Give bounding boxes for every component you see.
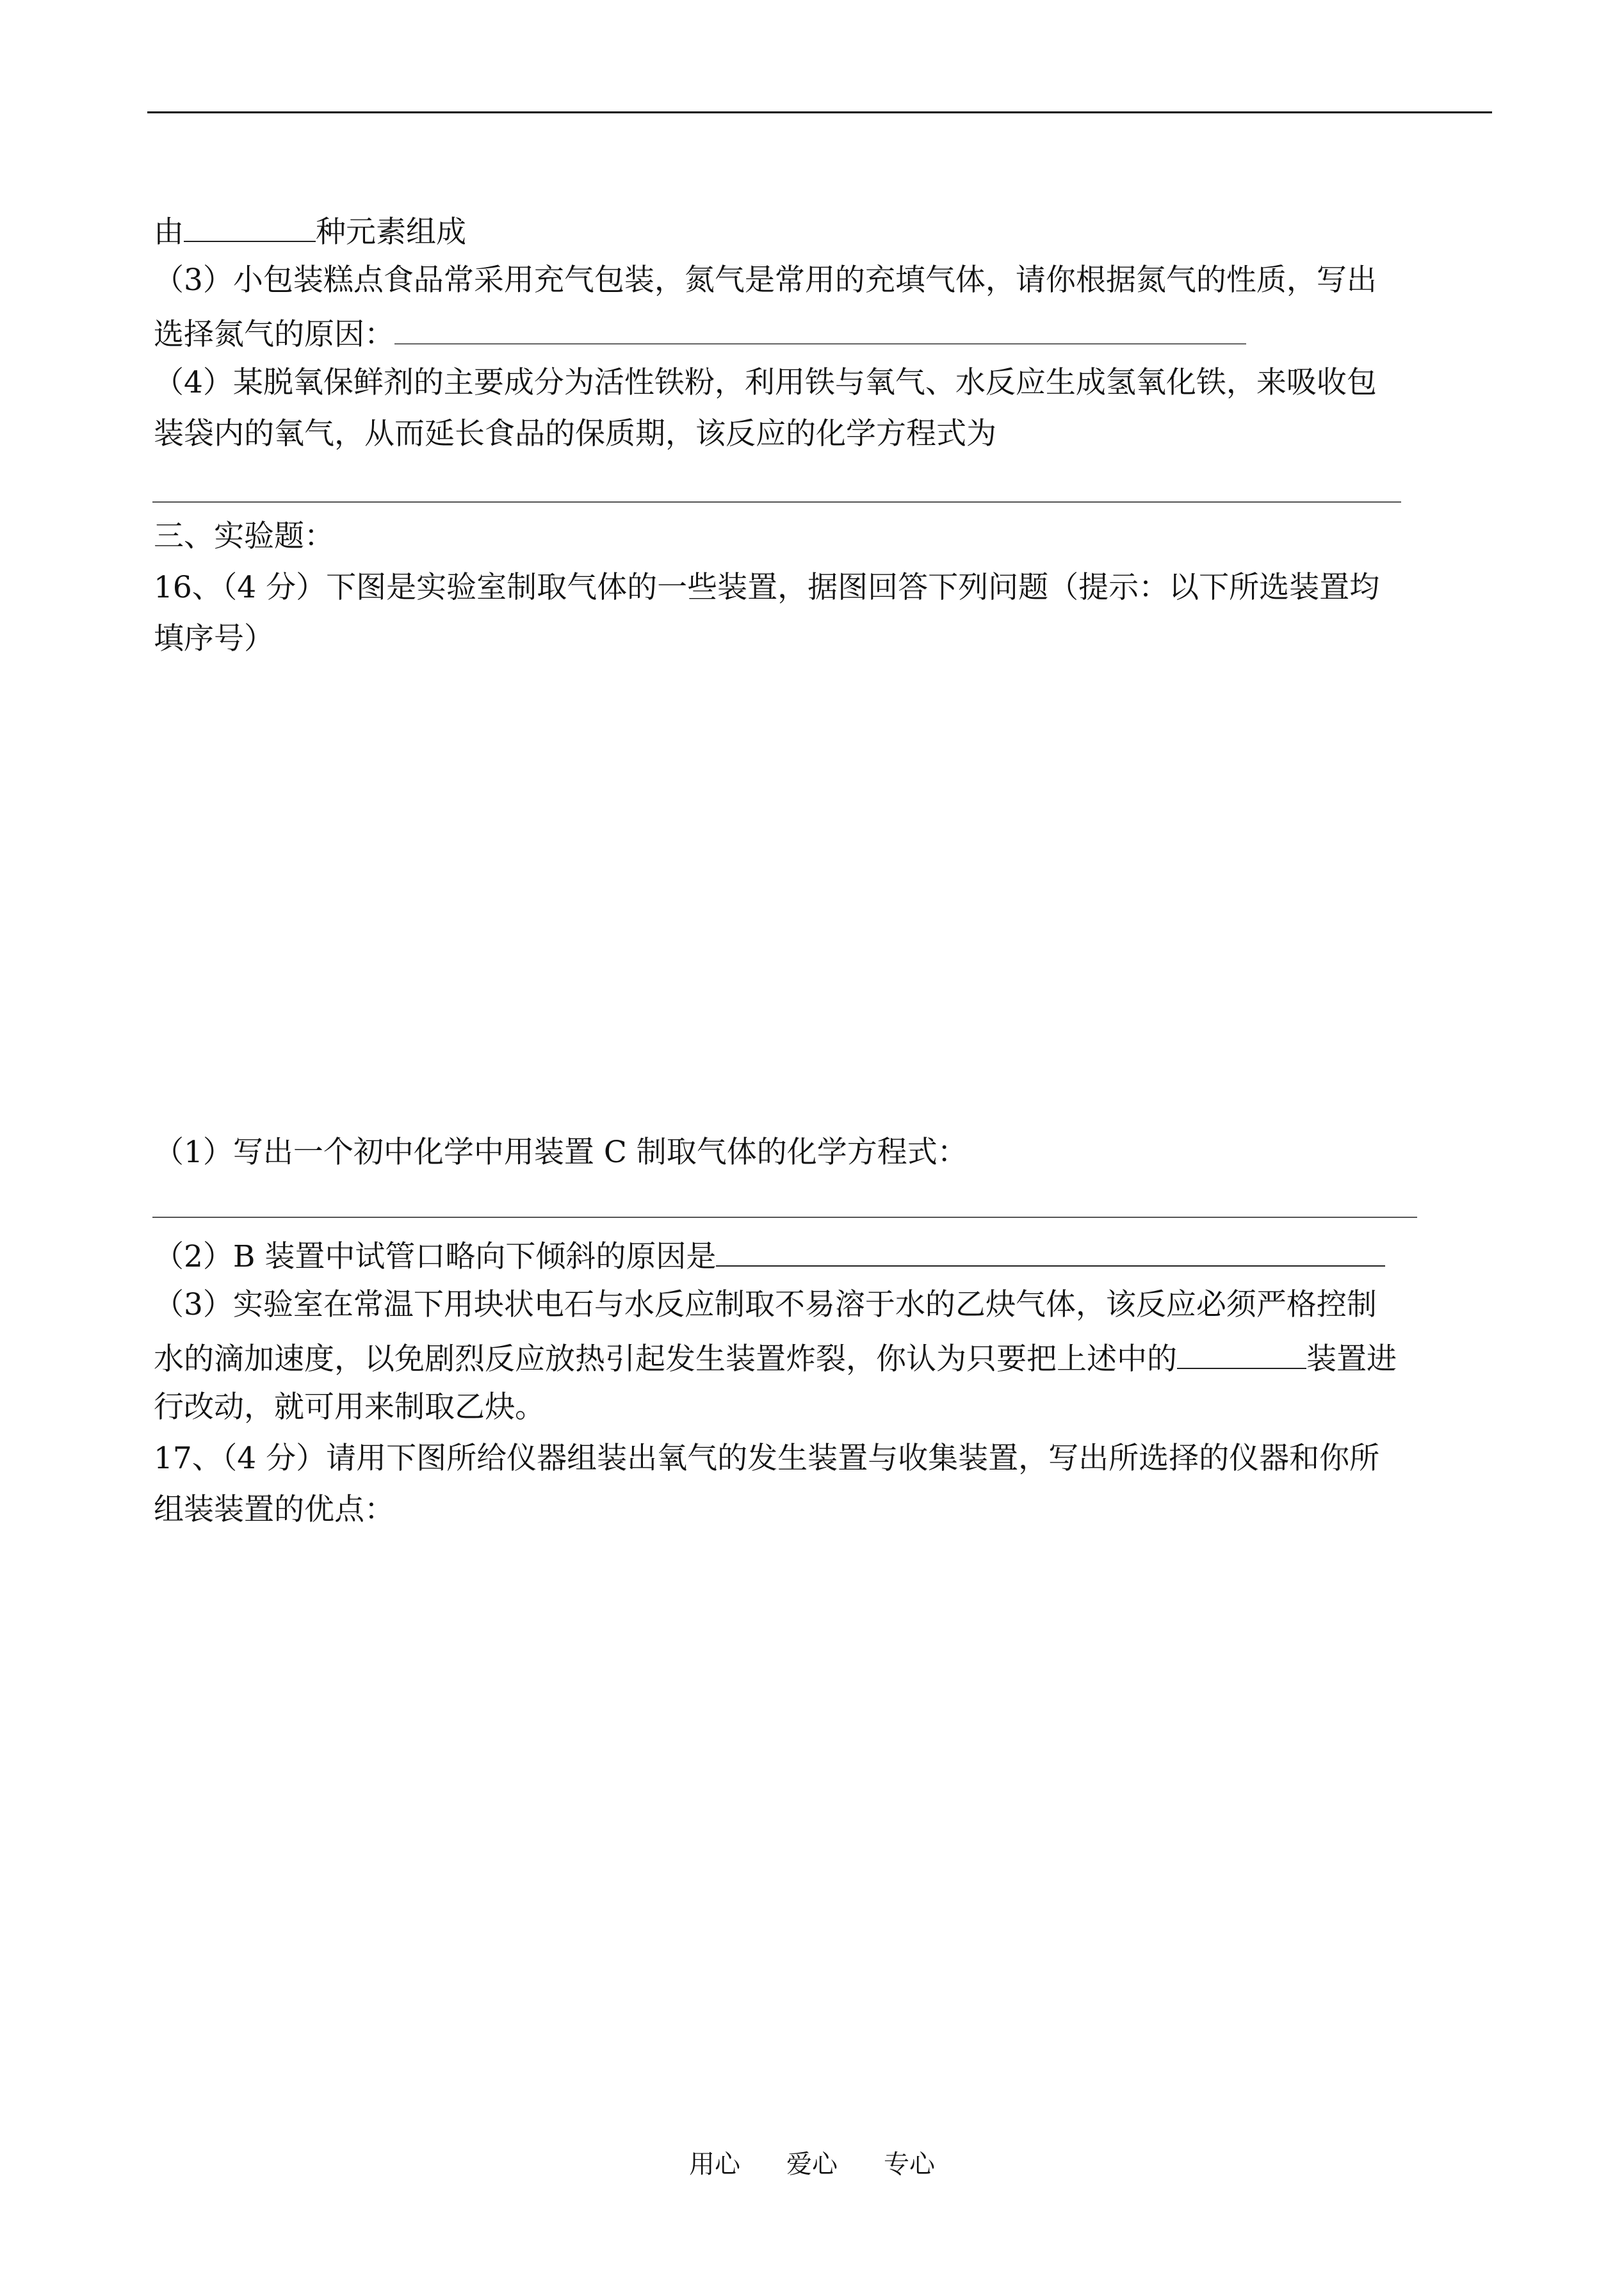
question-4-line-2: 装袋内的氧气，从而延长食品的保质期，该反应的化学方程式为 — [154, 416, 996, 451]
footer-motto-1: 用心 — [689, 2150, 740, 2179]
question-16-part-2 — [154, 1235, 1385, 1276]
question-3-line-1: （3）小包装糕点食品常采用充气包装，氮气是常用的充填气体，请你根据氮气的性质，写出 — [154, 263, 1377, 298]
fill-blank[interactable] — [184, 210, 316, 242]
question-16-part-3-line-3: 行改动，就可用来制取乙炔。 — [154, 1390, 545, 1425]
question-16-part-3-line-1: （3）实验室在常温下用块状电石与水反应制取不易溶于水的乙炔气体，该反应必须严格控制 — [154, 1287, 1377, 1322]
question-16-part-2-prompt: （2）B 装置中试管口略向下倾斜的原因是 — [154, 1239, 717, 1274]
apparatus-figure-area — [154, 679, 1486, 1127]
element-count-line — [154, 210, 466, 252]
line-prefix: 由 — [154, 215, 184, 250]
answer-blank[interactable] — [394, 312, 1246, 345]
question-16-line-2: 填序号） — [154, 621, 274, 656]
answer-line[interactable] — [152, 501, 1401, 503]
question-16-part-3-suffix: 装置进 — [1306, 1342, 1397, 1377]
section-heading: 三、实验题： — [154, 519, 334, 554]
question-17-line-1: 17、（4 分）请用下图所给仪器组装出氧气的发生装置与收集装置，写出所选择的仪器和你所 — [154, 1441, 1380, 1476]
question-16-part-1: （1）写出一个初中化学中用装置 C 制取气体的化学方程式： — [154, 1135, 968, 1170]
question-16-line-1: 16、（4 分）下图是实验室制取气体的一些装置，据图回答下列问题（提示：以下所选装置均 — [154, 570, 1380, 605]
question-17-line-2: 组装装置的优点： — [154, 1492, 394, 1527]
answer-line[interactable] — [152, 1217, 1417, 1218]
question-16-part-3-line-2 — [154, 1337, 1397, 1379]
question-3-prompt: 选择氮气的原因： — [154, 317, 394, 352]
fill-blank[interactable] — [1177, 1337, 1306, 1369]
footer-motto-2: 爱心 — [786, 2150, 838, 2179]
page-footer — [0, 2146, 1624, 2182]
instrument-figure-area — [154, 1550, 1486, 2113]
question-16-part-3-prefix: 水的滴加速度，以免剧烈反应放热引起发生装置炸裂，你认为只要把上述中的 — [154, 1342, 1177, 1377]
line-suffix: 种元素组成 — [316, 215, 466, 250]
question-3-line-2 — [154, 312, 1246, 354]
footer-motto-3: 专心 — [884, 2150, 935, 2179]
header-rule — [147, 111, 1492, 113]
question-4-line-1: （4）某脱氧保鲜剂的主要成分为活性铁粉，利用铁与氧气、水反应生成氢氧化铁，来吸收包 — [154, 365, 1377, 400]
answer-blank[interactable] — [716, 1235, 1385, 1267]
